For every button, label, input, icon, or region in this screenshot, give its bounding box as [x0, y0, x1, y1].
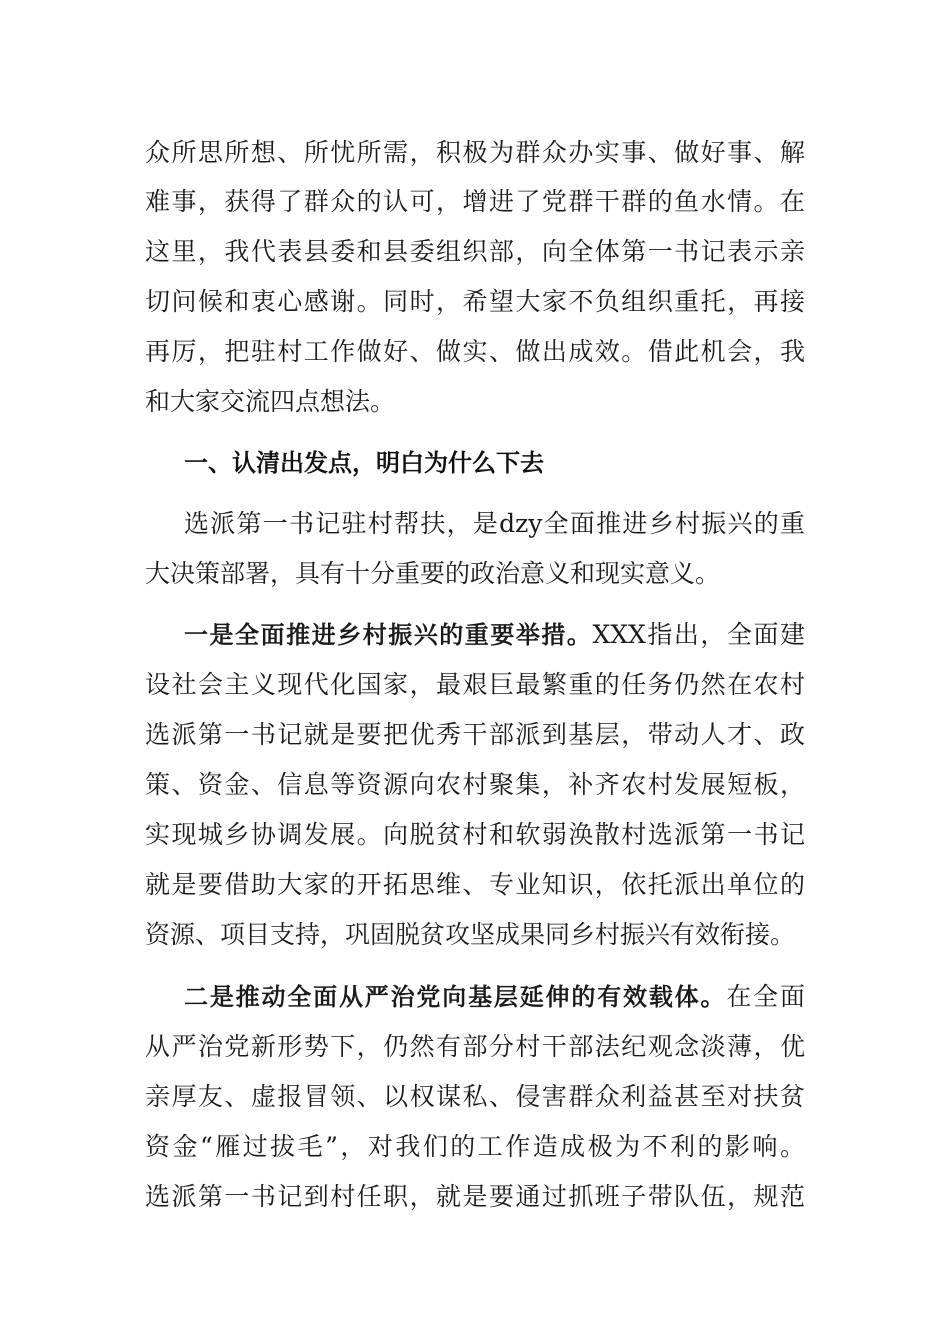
paragraph-line: 大决策部署，具有十分重要的政治意义和现实意义。: [145, 559, 721, 588]
paragraph-line: 实现城乡协调发展。向脱贫村和软弱涣散村选派第一书记: [145, 820, 805, 849]
paragraph-lead-bold: 一是全面推进乡村振兴的重要举措。: [184, 621, 593, 649]
paragraph-line: 资源、项目支持，巩固脱贫攻坚成果同乡村振兴有效衔接。: [145, 920, 796, 949]
paragraph-line: 选派第一书记就是要把优秀干部派到基层，带动人才、政: [145, 720, 805, 749]
paragraph-line: 难事，获得了群众的认可，增进了党群干群的鱼水情。在: [145, 187, 805, 216]
paragraph-line: 亲厚友、虚报冒领、以权谋私、侵害群众利益甚至对扶贫: [145, 1082, 805, 1111]
paragraph-rest: XXX指出，全面建: [592, 620, 805, 649]
paragraph-line: 这里，我代表县委和县委组织部，向全体第一书记表示亲: [145, 237, 805, 266]
paragraph-first-line: [184, 615, 805, 655]
paragraph-rest: 在全面: [726, 982, 805, 1011]
paragraph-line: 策、资金、信息等资源向农村聚集，补齐农村发展短板，: [145, 770, 805, 799]
paragraph-line: 从严治党新形势下，仍然有部分村干部法纪观念淡薄，优: [145, 1032, 805, 1061]
paragraph-line: 众所思所想、所忧所需，积极为群众办实事、做好事、解: [145, 138, 805, 167]
section-heading: 一、认清出发点，明白为什么下去: [184, 449, 544, 477]
paragraph-line: 选派第一书记驻村帮扶，是dzy全面推进乡村振兴的重: [184, 509, 805, 538]
paragraph-line: 设社会主义现代化国家，最艰巨最繁重的任务仍然在农村: [145, 670, 805, 699]
paragraph-line: 资金“雁过拔毛”，对我们的工作造成极为不利的影响。: [145, 1132, 805, 1161]
paragraph-line: 选派第一书记到村任职，就是要通过抓班子带队伍，规范: [145, 1182, 805, 1211]
paragraph-line: 就是要借助大家的开拓思维、专业知识，依托派出单位的: [145, 870, 805, 899]
paragraph-lead-bold: 二是推动全面从严治党向基层延伸的有效载体。: [184, 983, 727, 1011]
paragraph-line: 切问候和衷心感谢。同时，希望大家不负组织重托，再接: [145, 287, 805, 316]
paragraph-line: 和大家交流四点想法。: [145, 387, 396, 416]
paragraph-line: 再厉，把驻村工作做好、做实、做出成效。借此机会，我: [145, 337, 805, 366]
paragraph-first-line: [184, 977, 805, 1017]
